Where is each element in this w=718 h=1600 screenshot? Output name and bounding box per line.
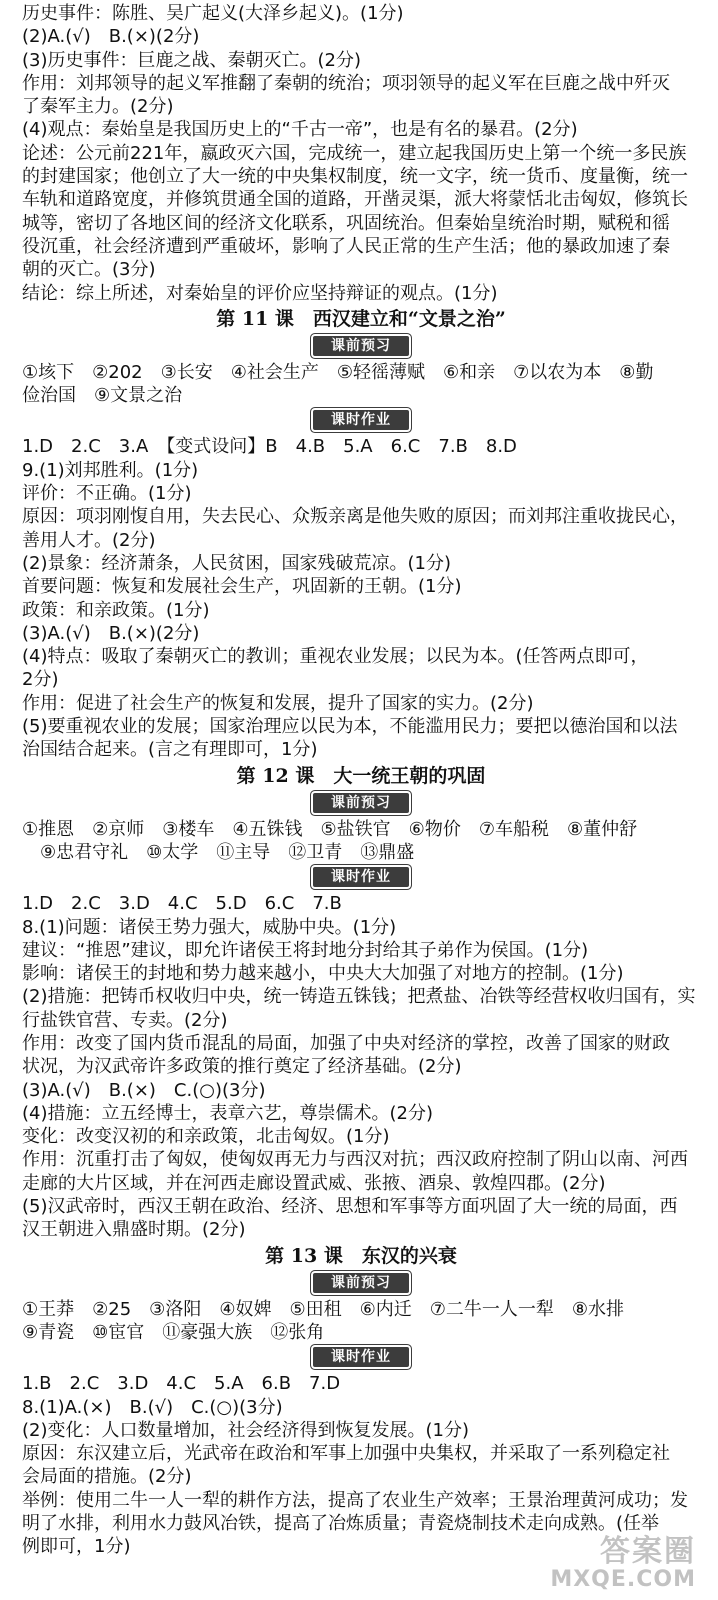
answer-line: 城等，密切了各地区间的经济文化联系，巩固统治。但秦始皇统治时期，赋税和徭 bbox=[22, 212, 670, 234]
homework-answer-line: 建议：“推恩”建议，即允许诸侯王将封地分封给其子弟作为侯国。(1分) bbox=[22, 939, 589, 961]
preview-answer-line: ⑨青瓷 ⑩宦官 ⑪豪强大族 ⑫张角 bbox=[22, 1321, 325, 1343]
homework-answer-line: 治国结合起来。(言之有理即可，1分) bbox=[22, 739, 318, 761]
homework-answer-line: 作用：促进了社会生产的恢复和发展，提升了国家的实力。(2分) bbox=[22, 692, 534, 714]
answer-line: 役沉重，社会经济遭到严重破坏，影响了人民正常的生产生活；他的暴政加速了秦 bbox=[22, 235, 670, 257]
section-lesson11 bbox=[22, 306, 700, 762]
preview-answer-line: ⑨忠君守礼 ⑩太学 ⑪主导 ⑫卫青 ⑬鼎盛 bbox=[22, 841, 415, 863]
homework-answer-line: 状况，为汉武帝许多政策的推行奠定了经济基础。(2分) bbox=[22, 1056, 462, 1078]
homework-answer-line: 原因：项羽刚愎自用，失去民心、众叛亲离是他失败的原因；而刘邦注重收拢民心， bbox=[22, 506, 688, 528]
answer-line: (3)历史事件：巨鹿之战、秦朝灭亡。(2分) bbox=[22, 49, 361, 71]
homework-answer-line: (5)汉武帝时，西汉王朝在政治、经济、思想和军事等方面巩固了大一统的局面，西 bbox=[22, 1196, 678, 1218]
homework-answer-line: 1.D 2.C 3.A 【变式设问】B 4.B 5.A 6.C 7.B 8.D bbox=[22, 436, 517, 458]
preview-answer-line: ①垓下 ②202 ③长安 ④社会生产 ⑤轻徭薄赋 ⑥和亲 ⑦以农为本 ⑧勤 bbox=[22, 361, 654, 383]
section-lesson13 bbox=[22, 1243, 700, 1559]
answer-line: 历史事件：陈胜、吴广起义(大泽乡起义)。(1分) bbox=[22, 3, 404, 24]
homework-answer-line: (4)特点：吸取了秦朝灭亡的教训；重视农业发展；以民为本。(任答两点即可， bbox=[22, 646, 649, 668]
homework-answer-line: 举例：使用二牛一人一犁的耕作方法，提高了农业生产效率；王景治理黄河成功；发 bbox=[22, 1489, 688, 1511]
homework-answer-line: (2)变化：人口数量增加，社会经济得到恢复发展。(1分) bbox=[22, 1419, 469, 1441]
homework-answer-line: 8.(1)问题：诸侯王势力强大，威胁中央。(1分) bbox=[22, 916, 397, 938]
homework-answer-line: (3)A.(√) B.(×)(2分) bbox=[22, 622, 200, 644]
homework-answer-line: 作用：沉重打击了匈奴，使匈奴再无力与西汉对抗；西汉政府控制了阴山以南、河西 bbox=[22, 1149, 688, 1171]
lesson-13-title: 第 13 课 东汉的兴衰 bbox=[265, 1244, 457, 1267]
preview-answer-line: ①推恩 ②京师 ③楼车 ④五铢钱 ⑤盐铁官 ⑥物价 ⑦车船税 ⑧董仲舒 bbox=[22, 818, 638, 840]
homework-answer-line: 明了水排，利用水力鼓风冶铁，提高了冶炼质量；青瓷烧制技术走向成熟。(任举 bbox=[22, 1513, 660, 1535]
answer-line: 作用：刘邦领导的起义军推翻了秦朝的统治；项羽领导的起义军在巨鹿之战中歼灭 bbox=[22, 72, 670, 94]
homework-answer-line: 1.D 2.C 3.D 4.C 5.D 6.C 7.B bbox=[22, 893, 342, 915]
homework-tag: 课时作业 bbox=[313, 1347, 409, 1367]
preview-tag: 课前预习 bbox=[313, 793, 409, 813]
homework-answer-line: 1.B 2.C 3.D 4.C 5.A 6.B 7.D bbox=[22, 1373, 341, 1395]
homework-answer-line: 作用：改变了国内货币混乱的局面，加强了中央对经济的掌控，改善了国家的财政 bbox=[22, 1032, 670, 1054]
answer-line: 了秦军主力。(2分) bbox=[22, 96, 174, 118]
preview-tag: 课前预习 bbox=[313, 336, 409, 356]
preview-answer-line: 俭治国 ⑨文景之治 bbox=[22, 385, 183, 407]
homework-tag: 课时作业 bbox=[313, 867, 409, 887]
watermark-logo: 答案圈 bbox=[600, 1534, 696, 1569]
homework-answer-line: (2)措施：把铸币权收归中央，统一铸造五铢钱；把煮盐、冶铁等经营权收归国有，实 bbox=[22, 986, 696, 1008]
homework-answer-line: 评价：不正确。(1分) bbox=[22, 483, 192, 505]
homework-answer-line: 原因：东汉建立后，光武帝在政治和军事上加强中央集权，并采取了一系列稳定社 bbox=[22, 1443, 670, 1465]
section-lesson10-answers bbox=[22, 2, 700, 305]
homework-answer-line: 行盐铁官营、专卖。(2分) bbox=[22, 1009, 228, 1031]
homework-answer-line: 2分) bbox=[22, 669, 59, 691]
homework-answer-line: (2)景象：经济萧条，人民贫困，国家残破荒凉。(1分) bbox=[22, 552, 451, 574]
lesson-12-title: 第 12 课 大一统王朝的巩固 bbox=[236, 764, 486, 787]
homework-answer-line: (4)措施：立五经博士，表章六艺，尊崇儒术。(2分) bbox=[22, 1102, 433, 1124]
answer-line: 朝的灭亡。(3分) bbox=[22, 259, 156, 281]
homework-answer-line: (3)A.(√) B.(×) C.(○)(3分) bbox=[22, 1079, 266, 1101]
homework-answer-line: 走廊的大片区域，并在河西走廊设置武威、张掖、酒泉、敦煌四郡。(2分) bbox=[22, 1172, 606, 1194]
homework-answer-line: 政策：和亲政策。(1分) bbox=[22, 599, 210, 621]
watermark bbox=[550, 1536, 696, 1592]
preview-answer-line: ①王莽 ②25 ③洛阳 ④奴婢 ⑤田租 ⑥内迁 ⑦二牛一人一犁 ⑧水排 bbox=[22, 1298, 624, 1320]
answer-line: (2)A.(√) B.(×)(2分) bbox=[22, 26, 200, 48]
answer-line: 结论：综上所述，对秦始皇的评价应坚持辩证的观点。(1分) bbox=[22, 282, 498, 304]
homework-answer-line: 首要问题：恢复和发展社会生产，巩固新的王朝。(1分) bbox=[22, 576, 462, 598]
homework-answer-line: 8.(1)A.(×) B.(√) C.(○)(3分) bbox=[22, 1396, 283, 1418]
watermark-url: MXQE.COM bbox=[550, 1567, 696, 1592]
homework-answer-line: 会局面的措施。(2分) bbox=[22, 1466, 192, 1488]
preview-tag: 课前预习 bbox=[313, 1273, 409, 1293]
homework-answer-line: 影响：诸侯王的封地和势力越来越小，中央大大加强了对地方的控制。(1分) bbox=[22, 963, 624, 985]
homework-tag: 课时作业 bbox=[313, 410, 409, 430]
homework-answer-line: (5)要重视农业的发展；国家治理应以民为本，不能滥用民力；要把以德治国和以法 bbox=[22, 716, 678, 738]
section-lesson12 bbox=[22, 763, 700, 1242]
lesson-11-title: 第 11 课 西汉建立和“文景之治” bbox=[216, 307, 506, 330]
homework-answer-line: 9.(1)刘邦胜利。(1分) bbox=[22, 459, 199, 481]
homework-answer-line: 例即可，1分) bbox=[22, 1536, 131, 1558]
homework-answer-line: 变化：改变汉初的和亲政策，北击匈奴。(1分) bbox=[22, 1126, 390, 1148]
answer-line: (4)观点：秦始皇是我国历史上的“千古一帝”，也是有名的暴君。(2分) bbox=[22, 119, 578, 141]
homework-answer-line: 汉王朝进入鼎盛时期。(2分) bbox=[22, 1219, 246, 1241]
answer-line: 车轨和道路宽度，并修筑贯通全国的道路，开凿灵渠，派大将蒙恬北击匈奴，修筑长 bbox=[22, 189, 688, 211]
answer-line: 论述：公元前221年，嬴政灭六国，完成统一，建立起我国历史上第一个统一多民族 bbox=[22, 142, 687, 164]
homework-answer-line: 善用人才。(2分) bbox=[22, 529, 156, 551]
answer-line: 的封建国家；他创立了大一统的中央集权制度，统一文字，统一货币、度量衡，统一 bbox=[22, 166, 688, 188]
